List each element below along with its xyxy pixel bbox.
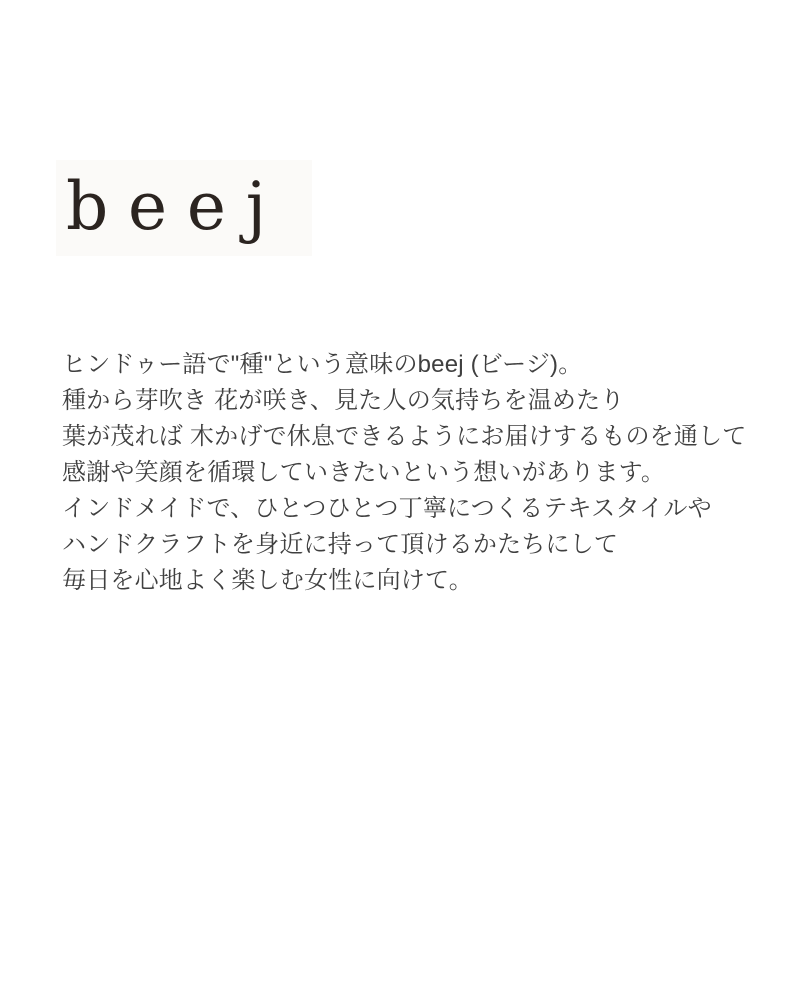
brand-intro-paragraph xyxy=(62,347,762,599)
brand-logo: beej xyxy=(56,160,312,256)
intro-line: ヒンドゥー語で"種"という意味のbeej (ビージ)。 xyxy=(62,351,583,378)
intro-line: 種から芽吹き 花が咲き、見た人の気持ちを温めたり xyxy=(62,387,625,414)
intro-line: 葉が茂れば 木かげで休息できるようにお届けするものを通して xyxy=(62,423,747,450)
intro-line: 感謝や笑顔を循環していきたいという想いがあります。 xyxy=(62,459,666,486)
intro-line: 毎日を心地よく楽しむ女性に向けて。 xyxy=(62,567,473,594)
intro-line: インドメイドで、ひとつひとつ丁寧につくるテキスタイルや xyxy=(62,495,712,522)
intro-line: ハンドクラフトを身近に持って頂けるかたちにして xyxy=(62,531,619,558)
